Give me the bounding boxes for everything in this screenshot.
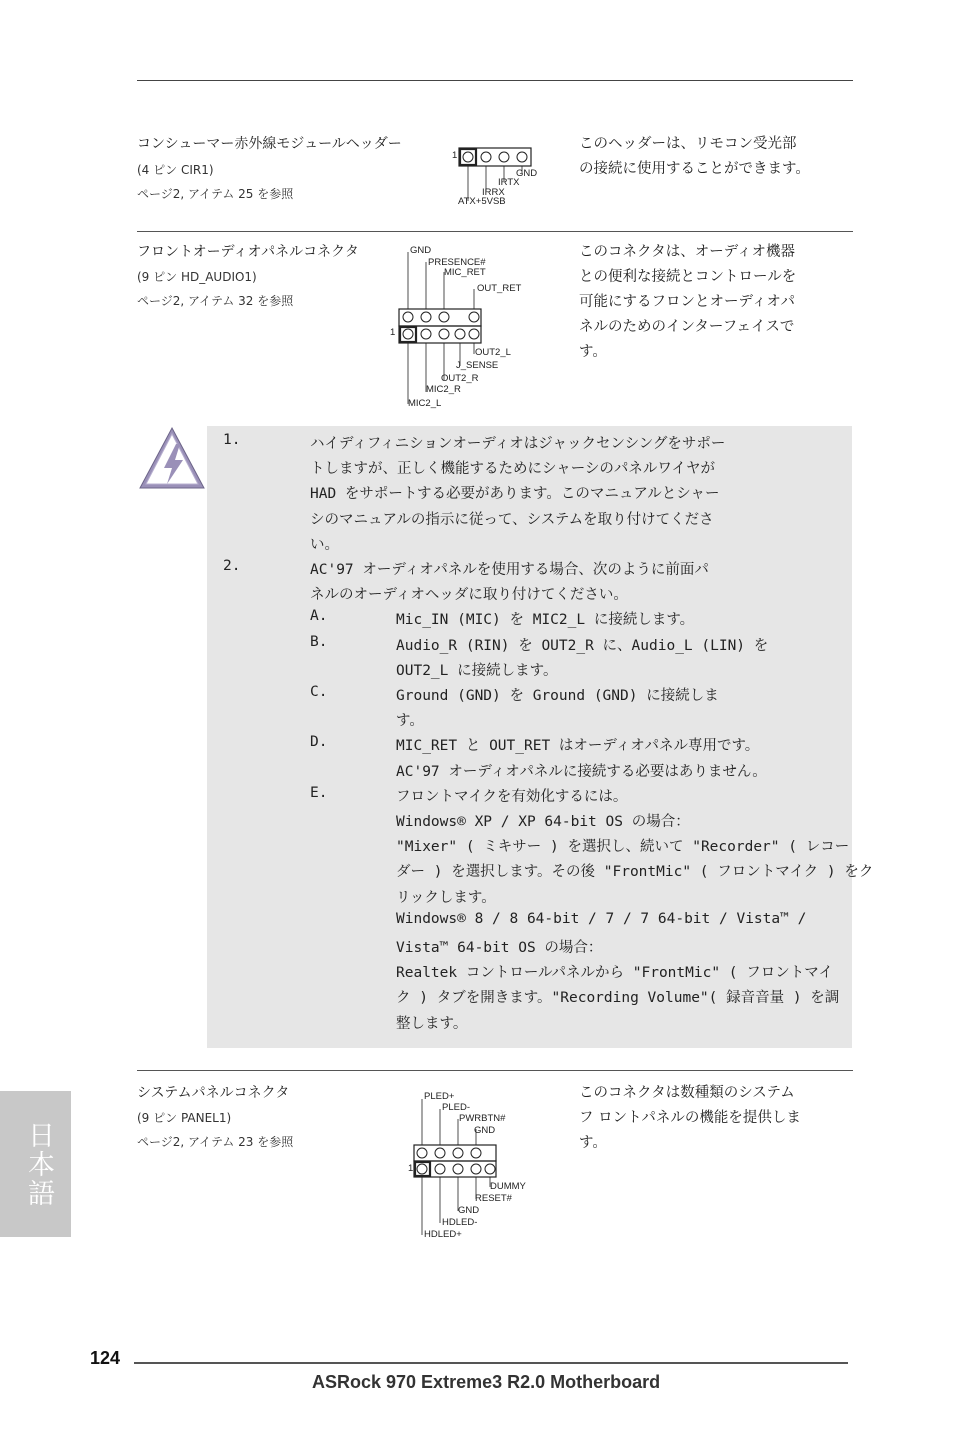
pin-label-gnd: GND: [410, 245, 432, 256]
system-panel-pin-drawing: [408, 1089, 548, 1239]
note-text: す。: [396, 713, 424, 730]
pin-label-gnd-bottom: GND: [458, 1205, 480, 1216]
note-subitem-letter: E.: [310, 784, 328, 801]
note-text: Vista™ 64-bit OS の場合：: [396, 940, 603, 956]
pin-label-hdled-plus: HDLED+: [424, 1229, 462, 1240]
note-subitem-letter: A.: [310, 608, 328, 625]
pin-label-out2-l: OUT2_L: [475, 347, 511, 358]
footer-rule: [134, 1362, 848, 1364]
note-text: トしますが、正しく機能するためにシャーシのパネルワイヤが: [310, 461, 715, 478]
note-text: HAD をサポートする必要があります。このマニュアルとシャー: [310, 486, 720, 503]
pin-label-reset: RESET#: [475, 1193, 512, 1204]
pin-label-irrx: IRRX: [482, 187, 505, 198]
top-rule: [137, 80, 853, 81]
note-text: ク ) タブを開きます。"Recording Volume"( 録音音量 ) を調: [396, 990, 840, 1007]
pin-label-pled-minus: PLED-: [442, 1102, 470, 1113]
section-description: このコネクタは数種類のシステム フ ロントパネルの機能を提供しま す。: [579, 1085, 801, 1151]
note-text: AC'97 オーディオパネルを使用する場合、次のように前面パ: [310, 562, 709, 578]
pin-label-gnd: GND: [516, 168, 538, 179]
note-subitem-letter: D.: [310, 734, 328, 751]
pin-label-pled-plus: PLED+: [424, 1091, 455, 1102]
note-text: Audio_R (RIN) を OUT2_R に、Audio_L (LIN) を: [396, 637, 769, 654]
hd-audio-header-diagram: [388, 244, 538, 412]
note-item-number: 2.: [223, 558, 241, 574]
section-subtitle: (9 ピン HD_AUDIO1): [137, 270, 257, 284]
pin-label-mic-ret: MIC_RET: [444, 267, 486, 278]
pin-label-pwrbtn: PWRBTN#: [459, 1113, 506, 1124]
note-text: Windows® 8 / 8 64-bit / 7 / 7 64-bit / Vista™ /: [396, 910, 807, 927]
pin-label-mic2-l: MIC2_L: [408, 398, 442, 409]
note-text: MIC_RET と OUT_RET はオーディオパネル専用です。: [396, 738, 760, 755]
note-text: リックします。: [396, 889, 496, 906]
pin-label-irtx: IRTX: [498, 177, 520, 188]
note-text: Windows® XP / XP 64-bit OS の場合：: [396, 814, 690, 830]
section-description: このヘッダーは、リモコン受光部 の接続に使用することができます。: [579, 136, 810, 177]
pin-number-1: 1: [390, 327, 396, 338]
note-subitem-letter: C.: [310, 684, 328, 700]
page-number: 124: [90, 1348, 121, 1368]
cir-header-diagram: [450, 145, 560, 210]
note-text: Ground (GND) を Ground (GND) に接続しま: [396, 688, 719, 704]
note-text: い。: [310, 536, 339, 553]
section-description: このコネクタは、オーディオ機器 との便利な接続とコントロールを 可能にするフロンとオーディオパ ネルのためのインターフェイスで す。: [579, 244, 797, 360]
note-text: ハイディフィニションオーディオはジャックセンシングをサポー: [310, 436, 726, 452]
pin-label-presence: PRESENCE#: [428, 257, 486, 268]
section-divider: [137, 231, 853, 232]
note-item-number: 1.: [223, 432, 241, 448]
pin-label-out2-r: OUT2_R: [441, 373, 479, 384]
section-subtitle: (9 ピン PANEL1): [137, 1111, 232, 1125]
language-label: 日本語: [23, 1121, 54, 1208]
note-text: ネルのオーディオヘッダに取り付けてください。: [310, 587, 628, 604]
note-text: フロントマイクを有効化するには。: [396, 788, 628, 805]
note-text: Realtek コントロールパネルから "FrontMic" ( フロントマイ: [396, 965, 833, 982]
section-title: フロントオーディオパネルコネクタ: [137, 244, 359, 260]
footer-title: ASRock 970 Extreme3 R2.0 Motherboard: [312, 1372, 661, 1392]
pin-number-1: 1: [408, 1163, 414, 1174]
section-divider: [137, 1070, 853, 1071]
caution-lightning-icon: [136, 424, 208, 494]
pin-label-dummy: DUMMY: [490, 1181, 526, 1192]
note-text: AC'97 オーディオパネルに接続する必要はありません。: [396, 763, 767, 780]
pin-label-mic2-r: MIC2_R: [426, 384, 461, 395]
pin-label-gnd-top: GND: [474, 1125, 496, 1136]
section-reference: ページ2, アイテム 25 を参照: [137, 187, 294, 201]
note-text: 整します。: [396, 1015, 468, 1032]
note-text: OUT2_L に接続します。: [396, 662, 558, 679]
pin-label-out-ret: OUT_RET: [477, 283, 522, 294]
section-reference: ページ2, アイテム 32 を参照: [137, 294, 294, 308]
pin-number-1: 1: [452, 150, 458, 161]
pin-label-atx5vsb: ATX+5VSB: [458, 196, 506, 207]
section-reference: ページ2, アイテム 23 を参照: [137, 1135, 294, 1149]
note-subitem-letter: B.: [310, 633, 328, 650]
language-side-tab: [0, 1091, 71, 1237]
system-panel-header-diagram: [408, 1089, 548, 1239]
note-text: Mic_IN (MIC) を MIC2_L に接続します。: [396, 612, 695, 629]
note-text: シのマニュアルの指示に従って、システムを取り付けてくださ: [310, 511, 714, 528]
pin-label-hdled-minus: HDLED-: [442, 1217, 478, 1228]
note-text: ダー ) を選択します。その後 "FrontMic" ( フロントマイク ) をク: [396, 864, 874, 881]
section-title: システムパネルコネクタ: [137, 1085, 290, 1101]
note-text: "Mixer" ( ミキサー ) を選択し、続いて "Recorder" ( レコー: [396, 839, 850, 856]
section-title: コンシューマー赤外線モジュールヘッダー: [137, 136, 402, 152]
pin-label-j-sense: J_SENSE: [456, 360, 499, 371]
section-subtitle: (4 ピン CIR1): [137, 163, 214, 177]
